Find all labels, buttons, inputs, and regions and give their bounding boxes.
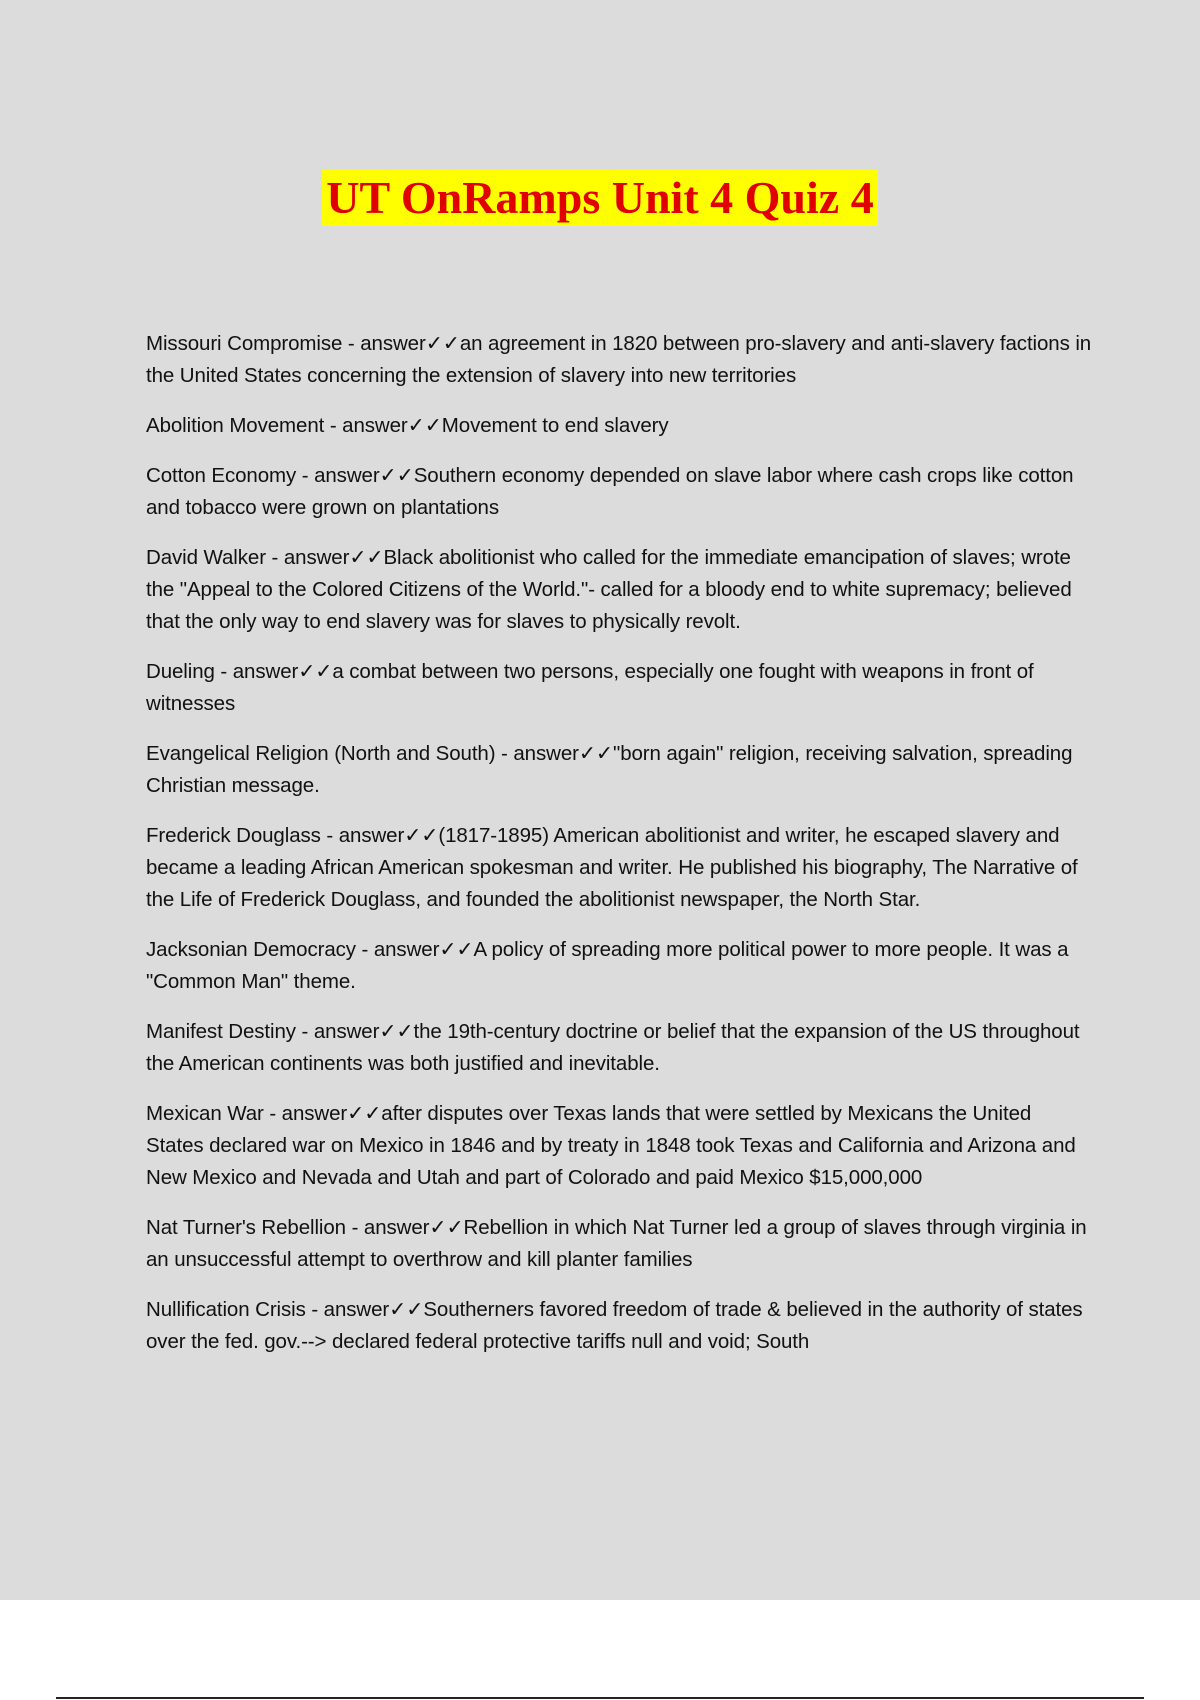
quiz-entry: Manifest Destiny - answer✓✓the 19th-century doctrine or belief that the expansion of the US throughout the American continents was both justified and inevitable. [146, 1020, 1080, 1075]
quiz-entry: Cotton Economy - answer✓✓Southern economy depended on slave labor where cash crops like cotton and tobacco were grown on plantations [146, 464, 1074, 519]
quiz-entries [146, 328, 1092, 1376]
quiz-entry: Nat Turner's Rebellion - answer✓✓Rebellion in which Nat Turner led a group of slaves through virginia in an unsuccessful attempt to overthrow and kill planter families [146, 1216, 1087, 1271]
quiz-entry: Evangelical Religion (North and South) - answer✓✓"born again" religion, receiving salvation, spreading Christian message. [146, 742, 1073, 797]
page-bottom-rule [56, 1697, 1144, 1699]
quiz-entry: Jacksonian Democracy - answer✓✓A policy of spreading more political power to more people. It was a "Common Man" theme. [146, 938, 1069, 993]
title-container [0, 170, 1200, 226]
quiz-entry: Abolition Movement - answer✓✓Movement to end slavery [146, 414, 669, 437]
quiz-entry: Missouri Compromise - answer✓✓an agreement in 1820 between pro-slavery and anti-slavery factions in the United States concerning the extension of slavery into new territories [146, 332, 1092, 387]
quiz-entry: Nullification Crisis - answer✓✓Southerners favored freedom of trade & believed in the authority of states over the fed. gov.--> declared federal protective tariffs null and void; South [146, 1298, 1083, 1353]
document-title: UT OnRamps Unit 4 Quiz 4 [322, 170, 877, 226]
quiz-entry: David Walker - answer✓✓Black abolitionist who called for the immediate emancipation of slaves; wrote the "Appeal to the Colored Citizens of the World."- called for a bloody end to white supremacy; believed that the only way to end slavery was for slaves to physically revolt. [146, 546, 1072, 633]
quiz-entry: Frederick Douglass - answer✓✓(1817-1895) American abolitionist and writer, he escaped slavery and became a leading African American spokesman and writer. He published his biography, The Narrative of the Life of Frederick Douglass, and founded the abolitionist newspaper, the North Star. [146, 824, 1078, 911]
quiz-entry: Dueling - answer✓✓a combat between two persons, especially one fought with weapons in front of witnesses [146, 660, 1034, 715]
quiz-entry: Mexican War - answer✓✓after disputes over Texas lands that were settled by Mexicans the United States declared war on Mexico in 1846 and by treaty in 1848 took Texas and California and Arizona and New Mexico and Nevada and Utah and part of Colorado and paid Mexico $15,000,000 [146, 1102, 1076, 1189]
